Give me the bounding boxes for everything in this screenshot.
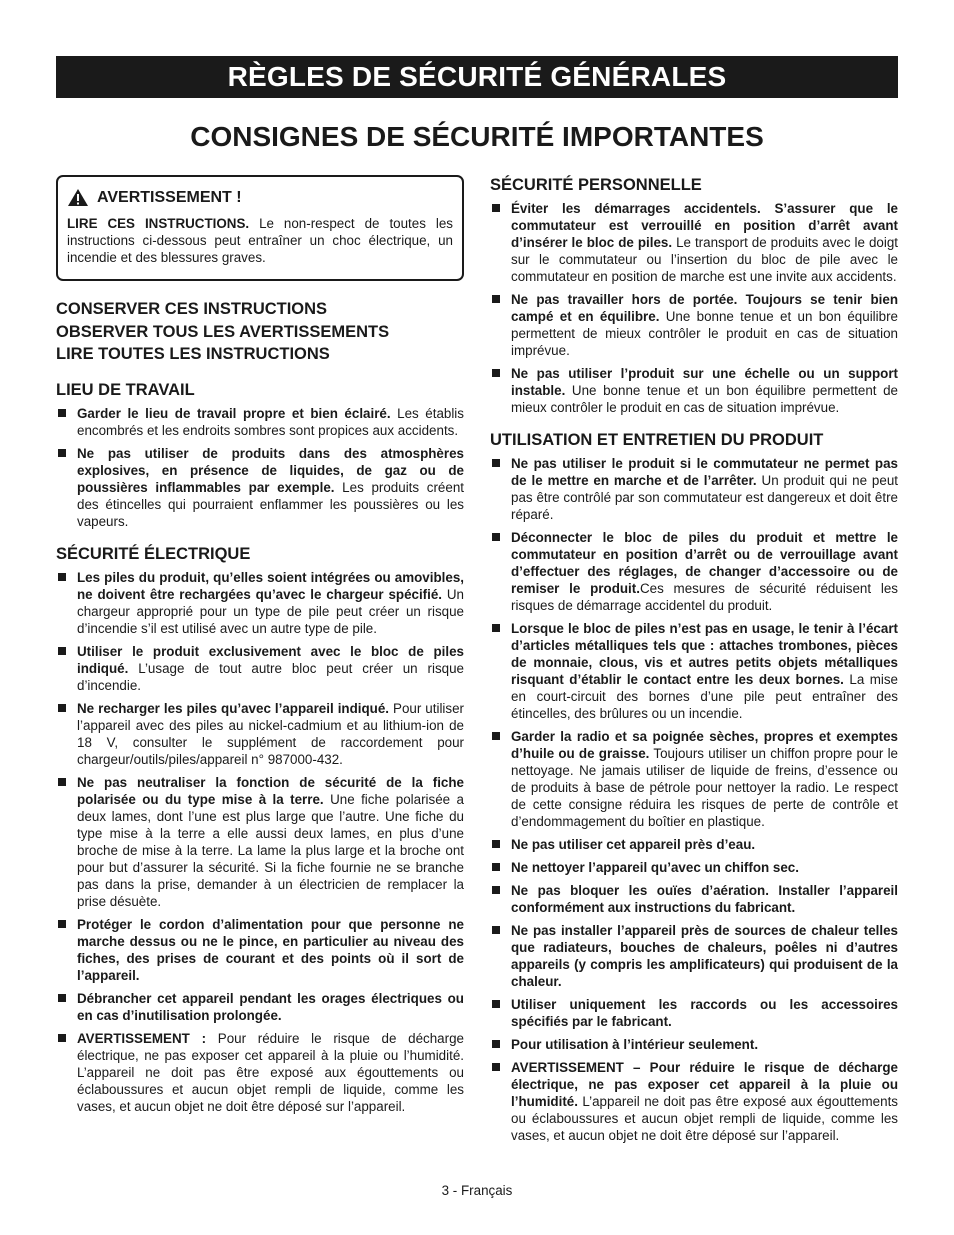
list-item [490,996,898,1030]
list-item [490,620,898,722]
list-item [490,836,898,853]
list-item [56,405,464,439]
item-bold-text: Ne pas utiliser l’produit sur une échelle ou un support instable. [511,366,898,398]
section-title: UTILISATION ET ENTRETIEN DU PRODUIT [490,431,824,449]
item-text: Les produits créent des étincelles qui pourraient enflammer les poussières ou les vapeurs. [77,479,464,529]
list-item [56,774,464,910]
list-item [56,990,464,1024]
item-text: Toujours utiliser un chiffon propre pour le nettoyage. Ne jamais utiliser de liquide de freins, d’essence ou de produits à base de pétrole pour nettoyer la radio. Le respect de cette consigne réduira les risques de perte de contrôle et d’endommagement du boîtier en plastique. [511,746,898,829]
left-column [56,175,464,1129]
item-text: Ces mesures de sécurité réduisent les risques de démarrage accidentel du produit. [511,581,898,613]
item-bold-text: Ne pas utiliser le produit si le commutateur ne permet pas de le mettre en marche et de l’arrêter. [511,456,898,488]
section-title: LIEU DE TRAVAIL [56,380,195,399]
item-bold-text: Garder le lieu de travail propre et bien éclairé. [77,405,391,421]
item-bold-text: Utiliser le produit exclusivement avec le bloc de piles indiqué. [77,643,464,676]
left-sections [56,380,464,1115]
list-item [56,569,464,637]
item-text: L’appareil ne doit pas être exposé aux égouttements ou éclaboussures et aucun objet rempli de liquide, comme les vases, et aucun objet ne doit être déposé sur l’appareil. [511,1094,898,1143]
item-bold-text: Utiliser uniquement les raccords ou les accessoires spécifiés par le fabricant. [511,997,898,1029]
item-bold-text: AVERTISSEMENT : [77,1030,207,1046]
warning-title: AVERTISSEMENT ! [97,189,242,206]
page-banner: RÈGLES DE SÉCURITÉ GÉNÉRALES [56,56,898,98]
item-bold-text: Déconnecter le bloc de piles du produit et mettre le commutateur en position d’arrêt ou de verrouillage avant d’effectuer des réglages, de changer d’accessoire ou de remiser le produit. [511,530,898,596]
item-text: Les établis encombrés et les endroits sombres sont propices aux accidents. [77,405,464,438]
list-item [490,455,898,523]
item-bold-text: Ne nettoyer l’appareil qu’avec un chiffon sec. [511,860,799,875]
item-text: Pour utiliser l’appareil avec des piles au nickel-cadmium et au lithium-ion de 18 V, consulter le supplément de raccordement pour chargeur/outils/piles/appareil n° 987000-432. [77,700,464,767]
list-item [490,200,898,285]
item-text: Un chargeur approprié pour un type de pile peut créer un risque d’incendie s’il est utilisé avec un autre type de pile. [77,586,464,636]
item-text: La mise en court-circuit des bornes d’une pile peut entraîner des étincelles, des brûlures ou un incendie. [511,672,898,721]
list-item [490,365,898,416]
item-bold-text: Éviter les démarrages accidentels. S’assurer que le commutateur est verrouillé en position d’arrêt avant d’insérer le bloc de piles. [511,201,898,250]
section-title: SÉCURITÉ ÉLECTRIQUE [56,544,251,563]
list-item [490,728,898,830]
item-bold-text: Ne pas utiliser de produits dans des atmosphères explosives, en présence de liquides, de gaz ou de poussières inflammables par exemple. [77,445,464,495]
list-item [490,1036,898,1053]
caps-line: OBSERVER TOUS LES AVERTISSEMENTS [56,322,390,341]
item-bold-text: Les piles du produit, qu’elles soient intégrées ou amovibles, ne doivent être rechargées qu’avec le chargeur spécifié. [77,569,464,602]
warning-body: Le non-respect de toutes les instructions ci-dessous peut entraîner un choc électrique, un incendie et des blessures graves. [67,216,453,265]
page-footer: 3 - Français [441,1183,513,1198]
instructions-caps [56,298,464,366]
item-text: Un produit qui ne peut pas être contrôlé par son commutateur est dangereux et doit être réparé. [511,473,898,522]
section-title: SÉCURITÉ PERSONNELLE [490,176,702,194]
caps-line: LIRE TOUTES LES INSTRUCTIONS [56,345,330,363]
list-item [56,700,464,768]
item-bold-text: Ne pas utiliser cet appareil près d’eau. [511,837,756,852]
warning-text [67,215,453,266]
section-list [56,569,464,1115]
list-item [490,1059,898,1144]
list-item [56,1030,464,1115]
right-column [490,175,898,1158]
item-bold-text: Débrancher cet appareil pendant les orages électriques ou en cas d’inutilisation prolongée. [77,990,464,1023]
list-item [56,445,464,530]
section-list [56,405,464,530]
warning-bold: LIRE CES INSTRUCTIONS. [67,216,250,231]
item-text: Une bonne tenue et un bon équilibre permettent de mieux contrôler le produit en cas de situation imprévue. [511,383,898,415]
item-text: Pour réduire le risque de décharge électrique, ne pas exposer cet appareil à la pluie ou l’humidité. L’appareil ne doit pas être exposé aux égouttements ou éclaboussures et aucun objet rempli de liquide, comme les vases, et aucun objet ne doit être déposé sur l’appareil. [77,1030,464,1114]
item-text: Une fiche polarisée a deux lames, dont l’une est plus large que l’autre. Une fiche du type mise à la terre a elle aussi deux lames, en plus d’une broche de mise à la terre. La lame la plus large et la broche ont pour but d’assurer la sécurité. Si la fiche fournie ne se branche pas dans la prise, demander à un électricien de remplacer la prise désuète. [77,791,464,909]
list-item [490,859,898,876]
warning-header [67,188,453,207]
item-bold-text: Ne pas neutraliser la fonction de sécurité de la fiche polarisée ou du type mise à la terre. [77,774,464,807]
item-text: Le transport de produits avec le doigt sur le commutateur ou l’insertion du bloc de pile avec le commutateur en position de marche est une invite aux accidents. [511,235,898,284]
list-item [56,916,464,984]
item-bold-text: AVERTISSEMENT – Pour réduire le risque de décharge électrique, ne pas exposer cet appareil à la pluie ou l’humidité. [511,1060,898,1109]
item-bold-text: Ne recharger les piles qu’avec l’appareil indiqué. [77,700,390,716]
caps-line: CONSERVER CES INSTRUCTIONS [56,300,328,318]
list-item [490,529,898,614]
item-bold-text: Ne pas travailler hors de portée. Toujours se tenir bien campé et en équilibre. [511,292,898,324]
item-bold-text: Pour utilisation à l’intérieur seulement. [511,1037,759,1052]
section-list [490,200,898,416]
item-bold-text: Lorsque le bloc de piles n’est pas en usage, le tenir à l’écart d’articles métalliques tels que : attaches trombones, pièces de monnaie, clous, vis et autres petits objets métalliques risquant d’établir le contact entre les deux bornes. [511,621,898,687]
item-bold-text: Protéger le cordon d’alimentation pour que personne ne marche dessus ou ne le pince, en particulier au niveau des fiches, des prises de courant et des points où il sort de l’appareil. [77,916,464,983]
warning-triangle-icon [67,188,89,207]
page-subtitle: CONSIGNES DE SÉCURITÉ IMPORTANTES [190,121,764,152]
item-text: Une bonne tenue et un bon équilibre permettent de mieux contrôler le produit en cas de situation imprévue. [511,309,898,358]
item-bold-text: Ne pas bloquer les ouïes d’aération. Installer l’appareil conformément aux instructions du fabricant. [511,883,898,915]
list-item [56,643,464,694]
right-sections [490,175,898,1144]
list-item [490,291,898,359]
list-item [490,922,898,990]
item-bold-text: Garder la radio et sa poignée sèches, propres et exemptes d’huile ou de graisse. [511,729,898,761]
list-item [490,882,898,916]
item-bold-text: Ne pas installer l’appareil près de sources de chaleur telles que radiateurs, bouches de chaleurs, poêles ni d’autres appareils (y compris les amplificateurs) qui produisent de la chaleur. [511,923,898,989]
warning-box [56,175,464,281]
section-list [490,455,898,1144]
item-text: L’usage de tout autre bloc peut créer un risque d’incendie. [77,660,464,693]
